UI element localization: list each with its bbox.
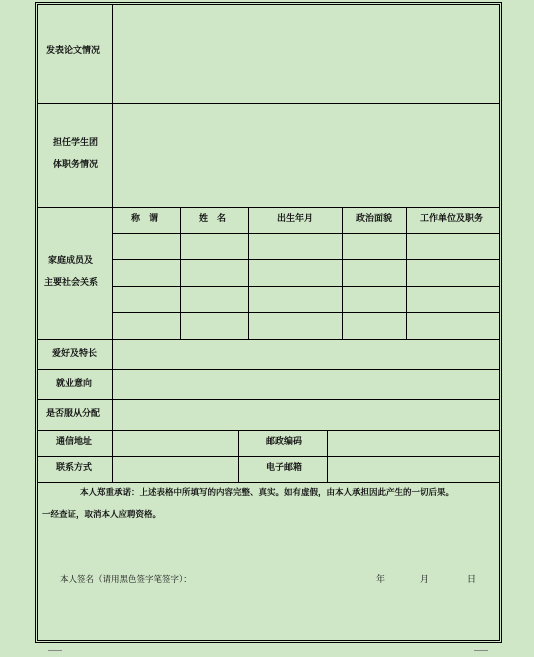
publications-label: 发表论文情况 [46, 46, 101, 56]
signature-field[interactable] [210, 570, 360, 590]
day-label: 日 [467, 575, 477, 585]
mailing-address-field[interactable] [113, 431, 237, 455]
postal-code-label: 邮政编码 [266, 437, 303, 447]
header-relation: 称 谓 [131, 214, 159, 224]
obey-assignment-field[interactable] [113, 400, 499, 429]
student-roles-field[interactable] [113, 104, 499, 206]
pledge-text-line2: 一经查证，取消本人应聘资格。 [42, 510, 162, 520]
mailing-address-label: 通信地址 [56, 437, 93, 447]
column-divider [238, 430, 239, 482]
hobbies-label: 爱好及特长 [52, 349, 98, 359]
month-label: 月 [420, 575, 430, 585]
student-roles-label-line2: 体职务情况 [53, 160, 99, 170]
row-divider [37, 207, 500, 208]
employment-intent-field[interactable] [113, 370, 499, 398]
publications-field[interactable] [113, 5, 499, 102]
family-label-line2: 主要社会关系 [44, 278, 99, 288]
obey-assignment-label: 是否服从分配 [46, 409, 101, 419]
email-label: 电子邮箱 [266, 463, 303, 473]
family-table-body[interactable] [113, 234, 499, 338]
header-birth-date: 出生年月 [277, 214, 314, 224]
email-field[interactable] [328, 457, 499, 481]
employment-intent-label: 就业意向 [56, 379, 93, 389]
year-label: 年 [376, 575, 386, 585]
contact-field[interactable] [113, 457, 237, 481]
row-divider [37, 482, 500, 483]
postal-code-field[interactable] [328, 431, 499, 455]
pledge-text-line1: 本人郑重承诺：上述表格中所填写的内容完整、真实。如有虚假，由本人承担因此产生的一切后果。 [80, 488, 455, 498]
header-name: 姓 名 [199, 214, 227, 224]
student-roles-label-line1: 担任学生团 [53, 138, 99, 148]
header-work-unit: 工作单位及职务 [420, 214, 484, 224]
header-political-status: 政治面貌 [356, 214, 393, 224]
hobbies-field[interactable] [113, 340, 499, 368]
signature-label: 本人签名（请用黑色签字笔签字）： [60, 575, 192, 585]
family-label-line1: 家庭成员及 [48, 256, 94, 266]
contact-label: 联系方式 [56, 463, 93, 473]
